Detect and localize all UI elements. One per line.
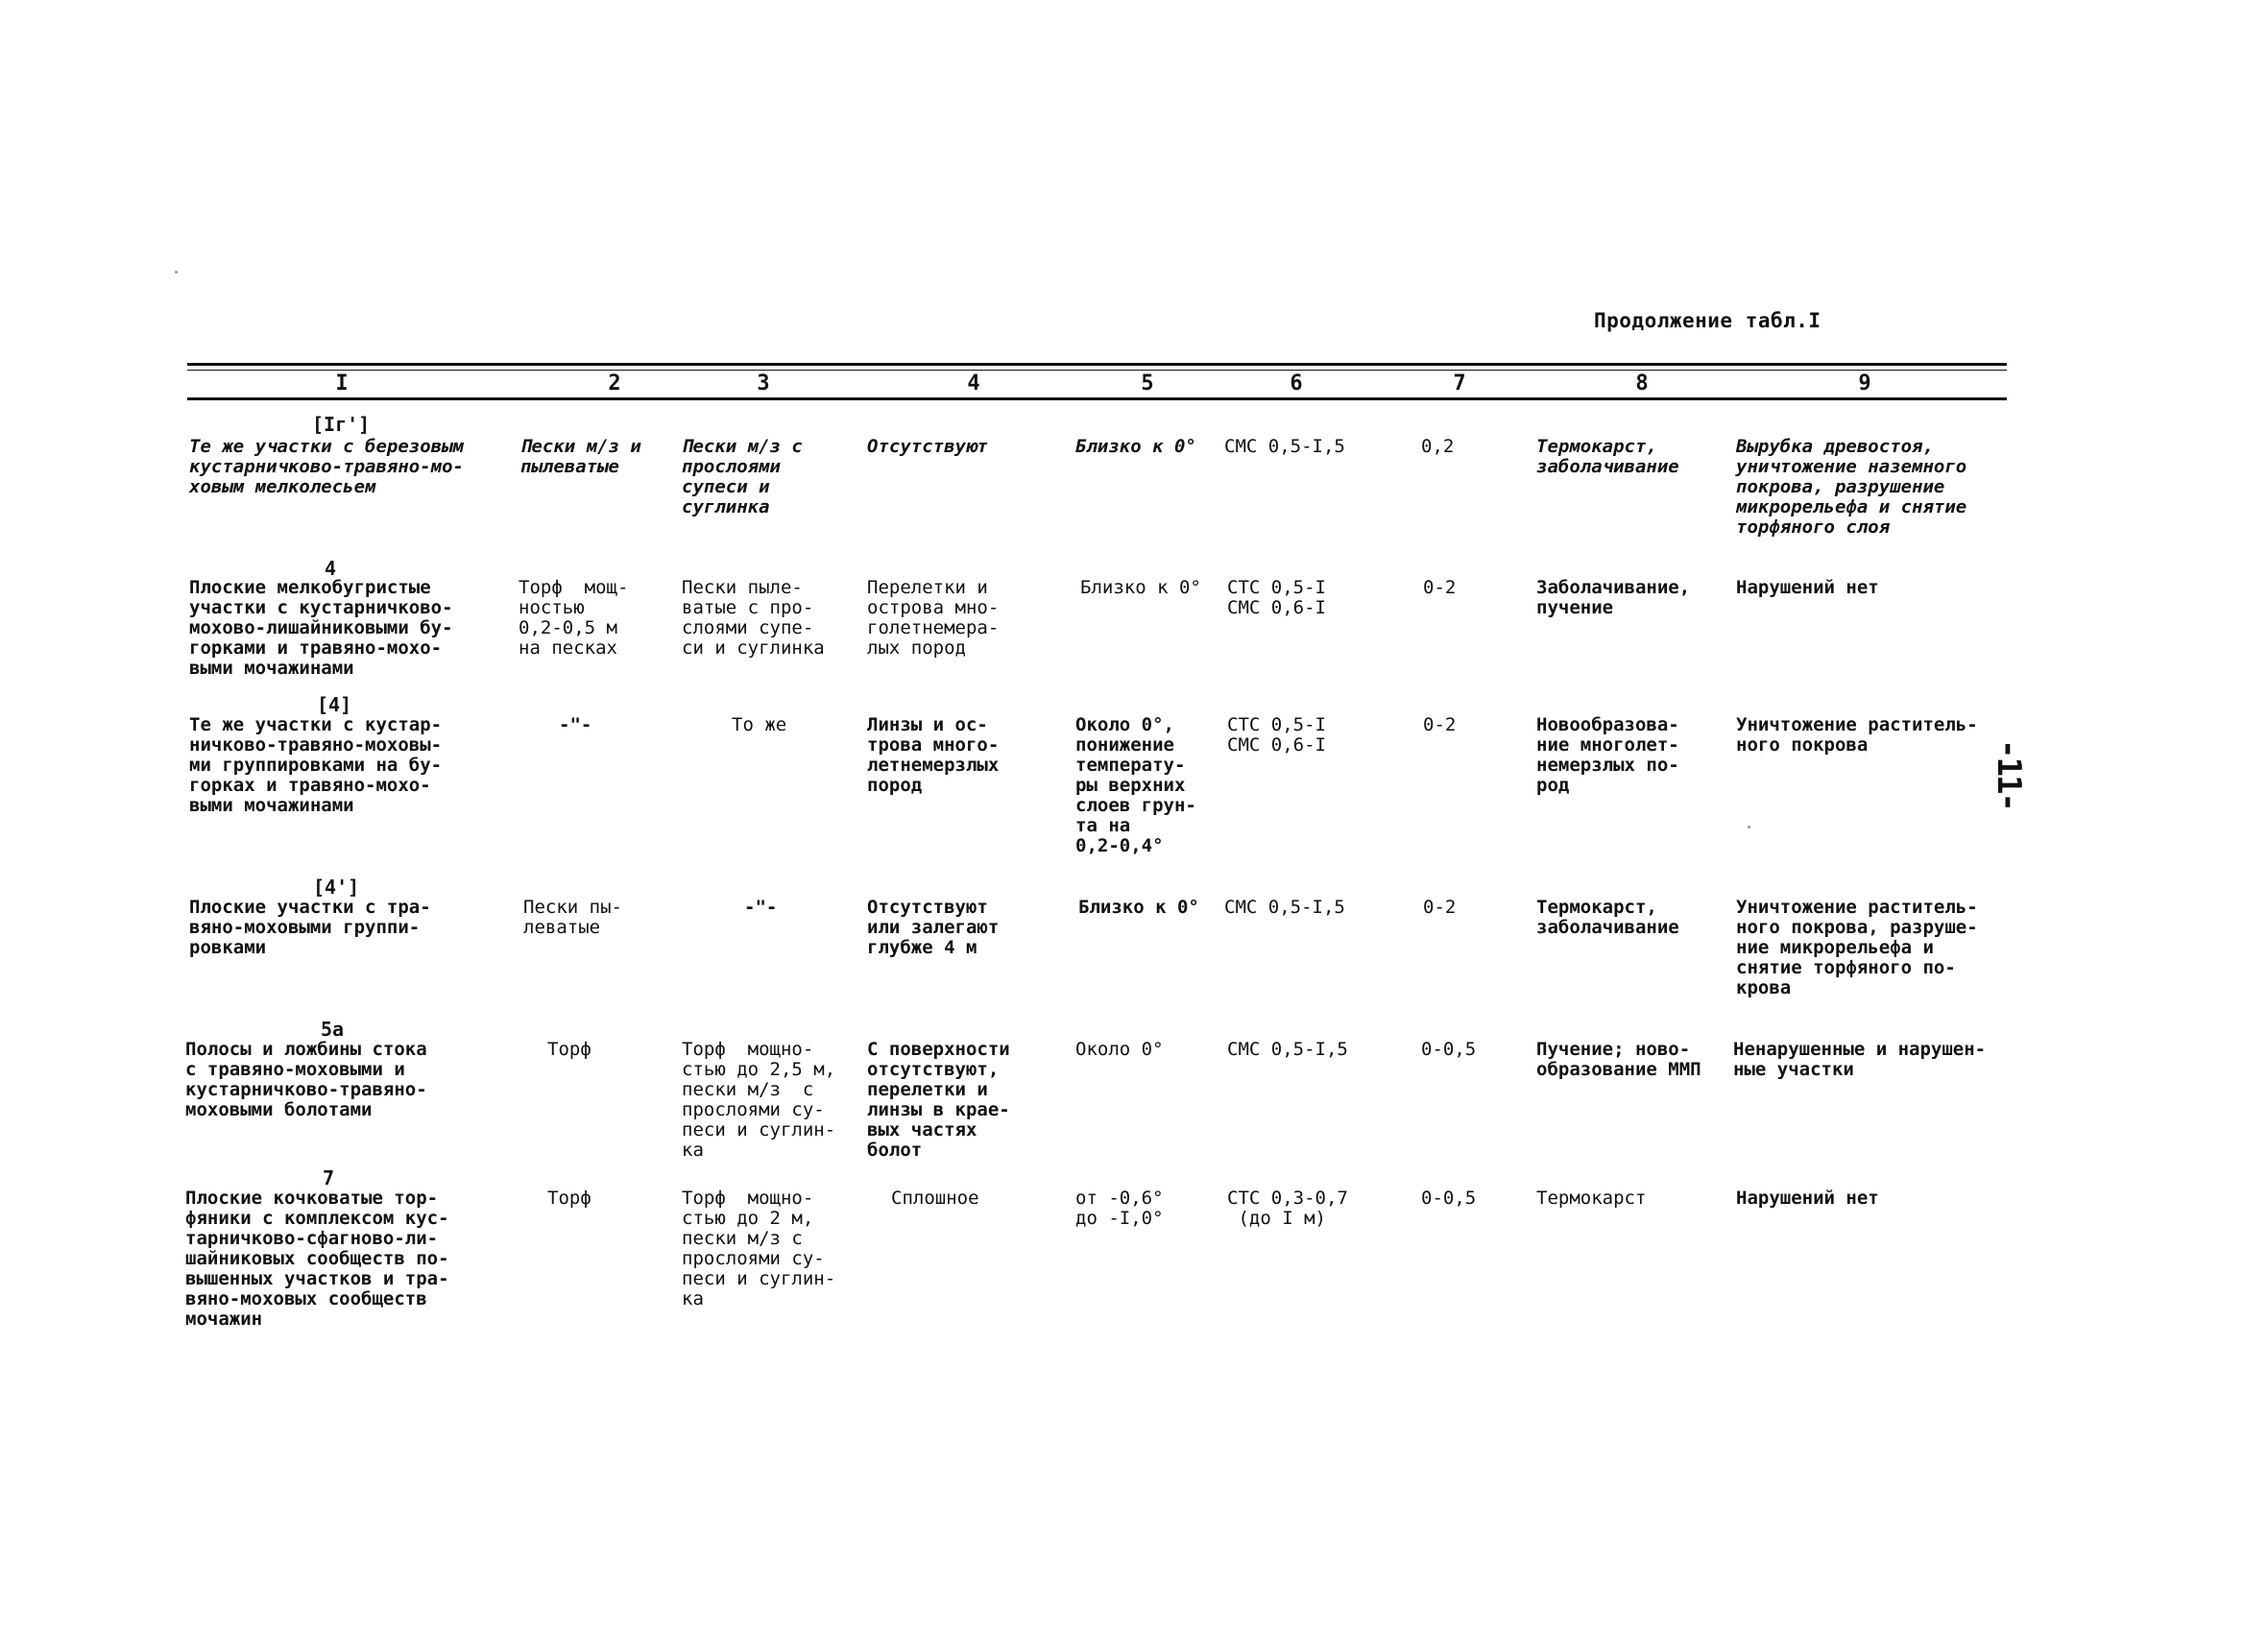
- table-cell-c3: -"-: [744, 897, 778, 918]
- table-cell-c5: Около 0°: [1075, 1039, 1164, 1060]
- row-label: 7: [323, 1166, 335, 1189]
- table-cell-c6: СТС 0,3-0,7 (до I м): [1227, 1188, 1348, 1229]
- table-cell-c2: Пески пы- леватые: [523, 897, 622, 938]
- column-header-4: 4: [967, 372, 980, 396]
- scan-speck: [1748, 826, 1750, 829]
- table-cell-c9: Вырубка древостоя, уничтожение наземного покрова, разрушение микрорельефа и снятие торфяного слоя: [1736, 436, 1967, 538]
- column-header-1: I: [335, 372, 349, 396]
- table-cell-c7: 0-0,5: [1421, 1188, 1477, 1209]
- table-cell-c9: Уничтожение раститель- ного покрова: [1736, 714, 1978, 756]
- row-label: 4: [325, 557, 337, 580]
- table-caption: Продолжение табл.I: [1594, 309, 1822, 332]
- table-cell-c4: С поверхности отсутствуют, перелетки и линзы в крае- вых частях болот: [867, 1039, 1010, 1161]
- table-cell-c5: Около 0°, понижение температу- ры верхних слоев грун- та на 0,2-0,4°: [1075, 714, 1196, 856]
- column-header-6: 6: [1290, 372, 1303, 396]
- table-cell-c5: Близко к 0°: [1078, 897, 1199, 918]
- table-cell-c5: Близко к 0°: [1080, 577, 1201, 598]
- table-cell-c1: Те же участки с березовым кустарничково-травяно-мо- ховым мелколесьем: [189, 436, 464, 497]
- table-cell-c9: Нарушений нет: [1736, 1188, 1879, 1209]
- column-header-2: 2: [608, 372, 621, 396]
- table-cell-c7: 0-2: [1423, 577, 1457, 598]
- table-cell-c2: Торф мощ- ностью 0,2-0,5 м на песках: [519, 577, 629, 659]
- table-cell-c2: Торф: [547, 1188, 591, 1209]
- column-header-5: 5: [1141, 372, 1154, 396]
- page-number: -11-: [1990, 739, 2028, 810]
- table-cell-c3: То же: [732, 714, 787, 735]
- row-label: [4]: [317, 693, 352, 716]
- table-cell-c7: 0-2: [1423, 714, 1457, 735]
- column-header-9: 9: [1858, 372, 1871, 396]
- table-cell-c8: Термокарст: [1536, 1188, 1647, 1209]
- table-cell-c6: СМС 0,5-I,5: [1224, 897, 1345, 918]
- table-cell-c1: Полосы и ложбины стока с травяно-моховыми и кустарничково-травяно- моховыми болотами: [185, 1039, 427, 1120]
- table-cell-c9: Уничтожение раститель- ного покрова, разруше- ние микрорельефа и снятие торфяного по- крова: [1736, 897, 1978, 998]
- table-cell-c3: Торф мощно- стью до 2 м, пески м/з с прослоями су- песи и суглин- ка: [682, 1188, 836, 1309]
- table-cell-c2: Пески м/з и пылеватые: [520, 436, 641, 477]
- row-label: [4']: [313, 876, 360, 899]
- column-header-3: 3: [757, 372, 770, 396]
- table-cell-c6: СМС 0,5-I,5: [1224, 436, 1345, 457]
- table-cell-c1: Плоские кочковатые тор- фяники с комплексом кус- тарничково-сфагново-ли- шайниковых сообществ по- вышенных участков и тра- вяно-моховых сообществ мочажин: [185, 1188, 449, 1330]
- table-cell-c2: Торф: [547, 1039, 591, 1060]
- table-rule-top-thin: [187, 370, 2007, 371]
- table-cell-c4: Линзы и ос- трова многo- летнемерзлых пород: [867, 714, 1000, 796]
- scan-speck: [175, 271, 178, 274]
- table-cell-c6: СТС 0,5-I СМС 0,6-I: [1227, 714, 1326, 756]
- table-cell-c4: Сплошное: [891, 1188, 979, 1209]
- table-cell-c4: Отсутствуют: [867, 436, 988, 457]
- table-cell-c7: 0,2: [1421, 436, 1455, 457]
- table-cell-c7: 0-2: [1423, 897, 1457, 918]
- table-cell-c1: Плоские мелкобугристые участки с кустарничково- мохово-лишайниковыми бу- горками и травяно-мохо- выми мочажинами: [189, 577, 453, 679]
- table-cell-c6: СТС 0,5-I СМС 0,6-I: [1227, 577, 1326, 618]
- table-cell-c7: 0-0,5: [1421, 1039, 1477, 1060]
- table-cell-c1: Те же участки с кустар- ничково-травяно-моховы- ми группировками на бу- горках и травяно-мохо- выми мочажинами: [189, 714, 443, 816]
- table-cell-c3: Пески м/з с прослоями супеси и суглинка: [682, 436, 803, 517]
- table-cell-c3: Торф мощно- стью до 2,5 м, пески м/з с прослоями су- песи и суглин- ка: [682, 1039, 836, 1161]
- table-rule-top: [187, 363, 2007, 366]
- table-cell-c8: Заболачивание, пучение: [1536, 577, 1691, 618]
- table-cell-c3: Пески пыле- ватые с про- слоями супе- си и суглинка: [682, 577, 825, 659]
- column-header-8: 8: [1635, 372, 1649, 396]
- table-cell-c9: Нарушений нет: [1736, 577, 1879, 598]
- table-rule-header-bottom: [187, 397, 2007, 400]
- table-cell-c8: Термокарст, заболачивание: [1536, 436, 1679, 477]
- table-cell-c2: -"-: [559, 714, 592, 735]
- table-cell-c4: Перелетки и острова мно- голетнемера- лых пород: [867, 577, 1000, 659]
- table-cell-c6: СМС 0,5-I,5: [1227, 1039, 1348, 1060]
- table-cell-c5: Близко к 0°: [1075, 436, 1196, 457]
- table-cell-c4: Отсутствуют или залегают глубже 4 м: [867, 897, 1000, 958]
- table-cell-c9: Ненарушенные и нарушен- ные участки: [1733, 1039, 1987, 1080]
- row-label: [Iг']: [312, 413, 371, 436]
- table-cell-c8: Новообразова- ние многолет- немерзлых по- род: [1536, 714, 1679, 796]
- column-header-7: 7: [1453, 372, 1466, 396]
- table-cell-c1: Плоские участки с тра- вяно-моховыми группи- ровками: [189, 897, 431, 958]
- table-cell-c8: Пучение; ново- образование ММП: [1536, 1039, 1701, 1080]
- row-label: 5а: [321, 1018, 345, 1041]
- table-cell-c8: Термокарст, заболачивание: [1536, 897, 1679, 938]
- table-cell-c5: от -0,6° до -I,0°: [1075, 1188, 1164, 1229]
